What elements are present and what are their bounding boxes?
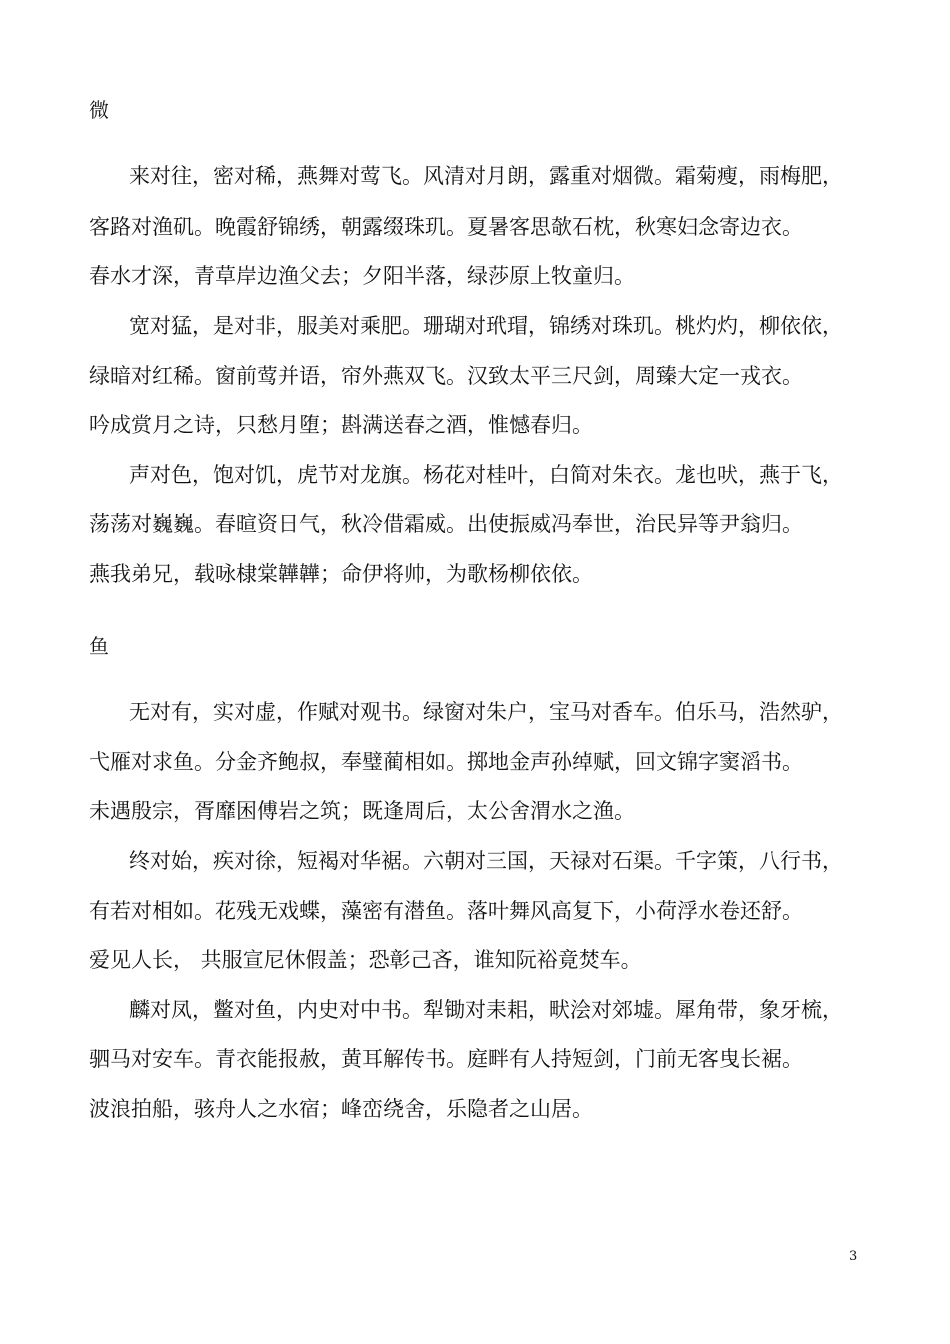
- paragraph-line: 燕我弟兄，载咏棣棠韡韡；命伊将帅，为歌杨柳依依。: [89, 562, 593, 586]
- paragraph-line: 有若对相如。花残无戏蝶，藻密有潜鱼。落叶舞风高复下，小荷浮水卷还舒。: [89, 899, 803, 923]
- section-heading-wei: 微: [89, 98, 109, 122]
- page-number: 3: [849, 1249, 858, 1264]
- paragraph-line: 麟对凤，鳖对鱼，内史对中书。犁锄对耒耜，畎浍对郊墟。犀角带，象牙梳，: [129, 998, 843, 1022]
- section-heading-yu: 鱼: [89, 634, 109, 658]
- paragraph-line: 来对往，密对稀，燕舞对莺飞。风清对月朗，露重对烟微。霜菊瘦，雨梅肥，: [129, 164, 843, 188]
- paragraph-line: 波浪拍船，骇舟人之水宿；峰峦绕舍，乐隐者之山居。: [89, 1097, 593, 1121]
- paragraph-line: 吟成赏月之诗，只愁月堕；斟满送春之酒，惟憾春归。: [89, 413, 593, 437]
- paragraph-line: 未遇殷宗，胥靡困傅岩之筑；既逢周后，太公舍渭水之渔。: [89, 799, 635, 823]
- paragraph-line: 客路对渔矶。晚霞舒锦绣，朝露缀珠玑。夏暑客思欹石枕，秋寒妇念寄边衣。: [89, 215, 803, 239]
- paragraph-line: 爱见人长， 共服宣尼休假盖；恐彰己吝，谁知阮裕竟焚车。: [89, 948, 642, 972]
- paragraph-line: 宽对猛，是对非，服美对乘肥。珊瑚对玳瑁，锦绣对珠玑。桃灼灼，柳依依，: [129, 314, 843, 338]
- paragraph-line: 无对有，实对虚，作赋对观书。绿窗对朱户，宝马对香车。伯乐马，浩然驴，: [129, 700, 843, 724]
- paragraph-line: 绿暗对红稀。窗前莺并语，帘外燕双飞。汉致太平三尺剑，周臻大定一戎衣。: [89, 364, 803, 388]
- paragraph-line: 声对色，饱对饥，虎节对龙旗。杨花对桂叶，白简对朱衣。尨也吠，燕于飞，: [129, 463, 843, 487]
- paragraph-line: 驷马对安车。青衣能报赦，黄耳解传书。庭畔有人持短剑，门前无客曳长裾。: [89, 1047, 803, 1071]
- paragraph-line: 弋雁对求鱼。分金齐鲍叔，奉璧蔺相如。掷地金声孙绰赋，回文锦字窦滔书。: [89, 750, 803, 774]
- paragraph-line: 春水才深，青草岸边渔父去；夕阳半落，绿莎原上牧童归。: [89, 264, 635, 288]
- paragraph-line: 荡荡对巍巍。春暄资日气，秋冷借霜威。出使振威冯奉世，治民异等尹翁归。: [89, 512, 803, 536]
- paragraph-line: 终对始，疾对徐，短褐对华裾。六朝对三国，天禄对石渠。千字策，八行书，: [129, 849, 843, 873]
